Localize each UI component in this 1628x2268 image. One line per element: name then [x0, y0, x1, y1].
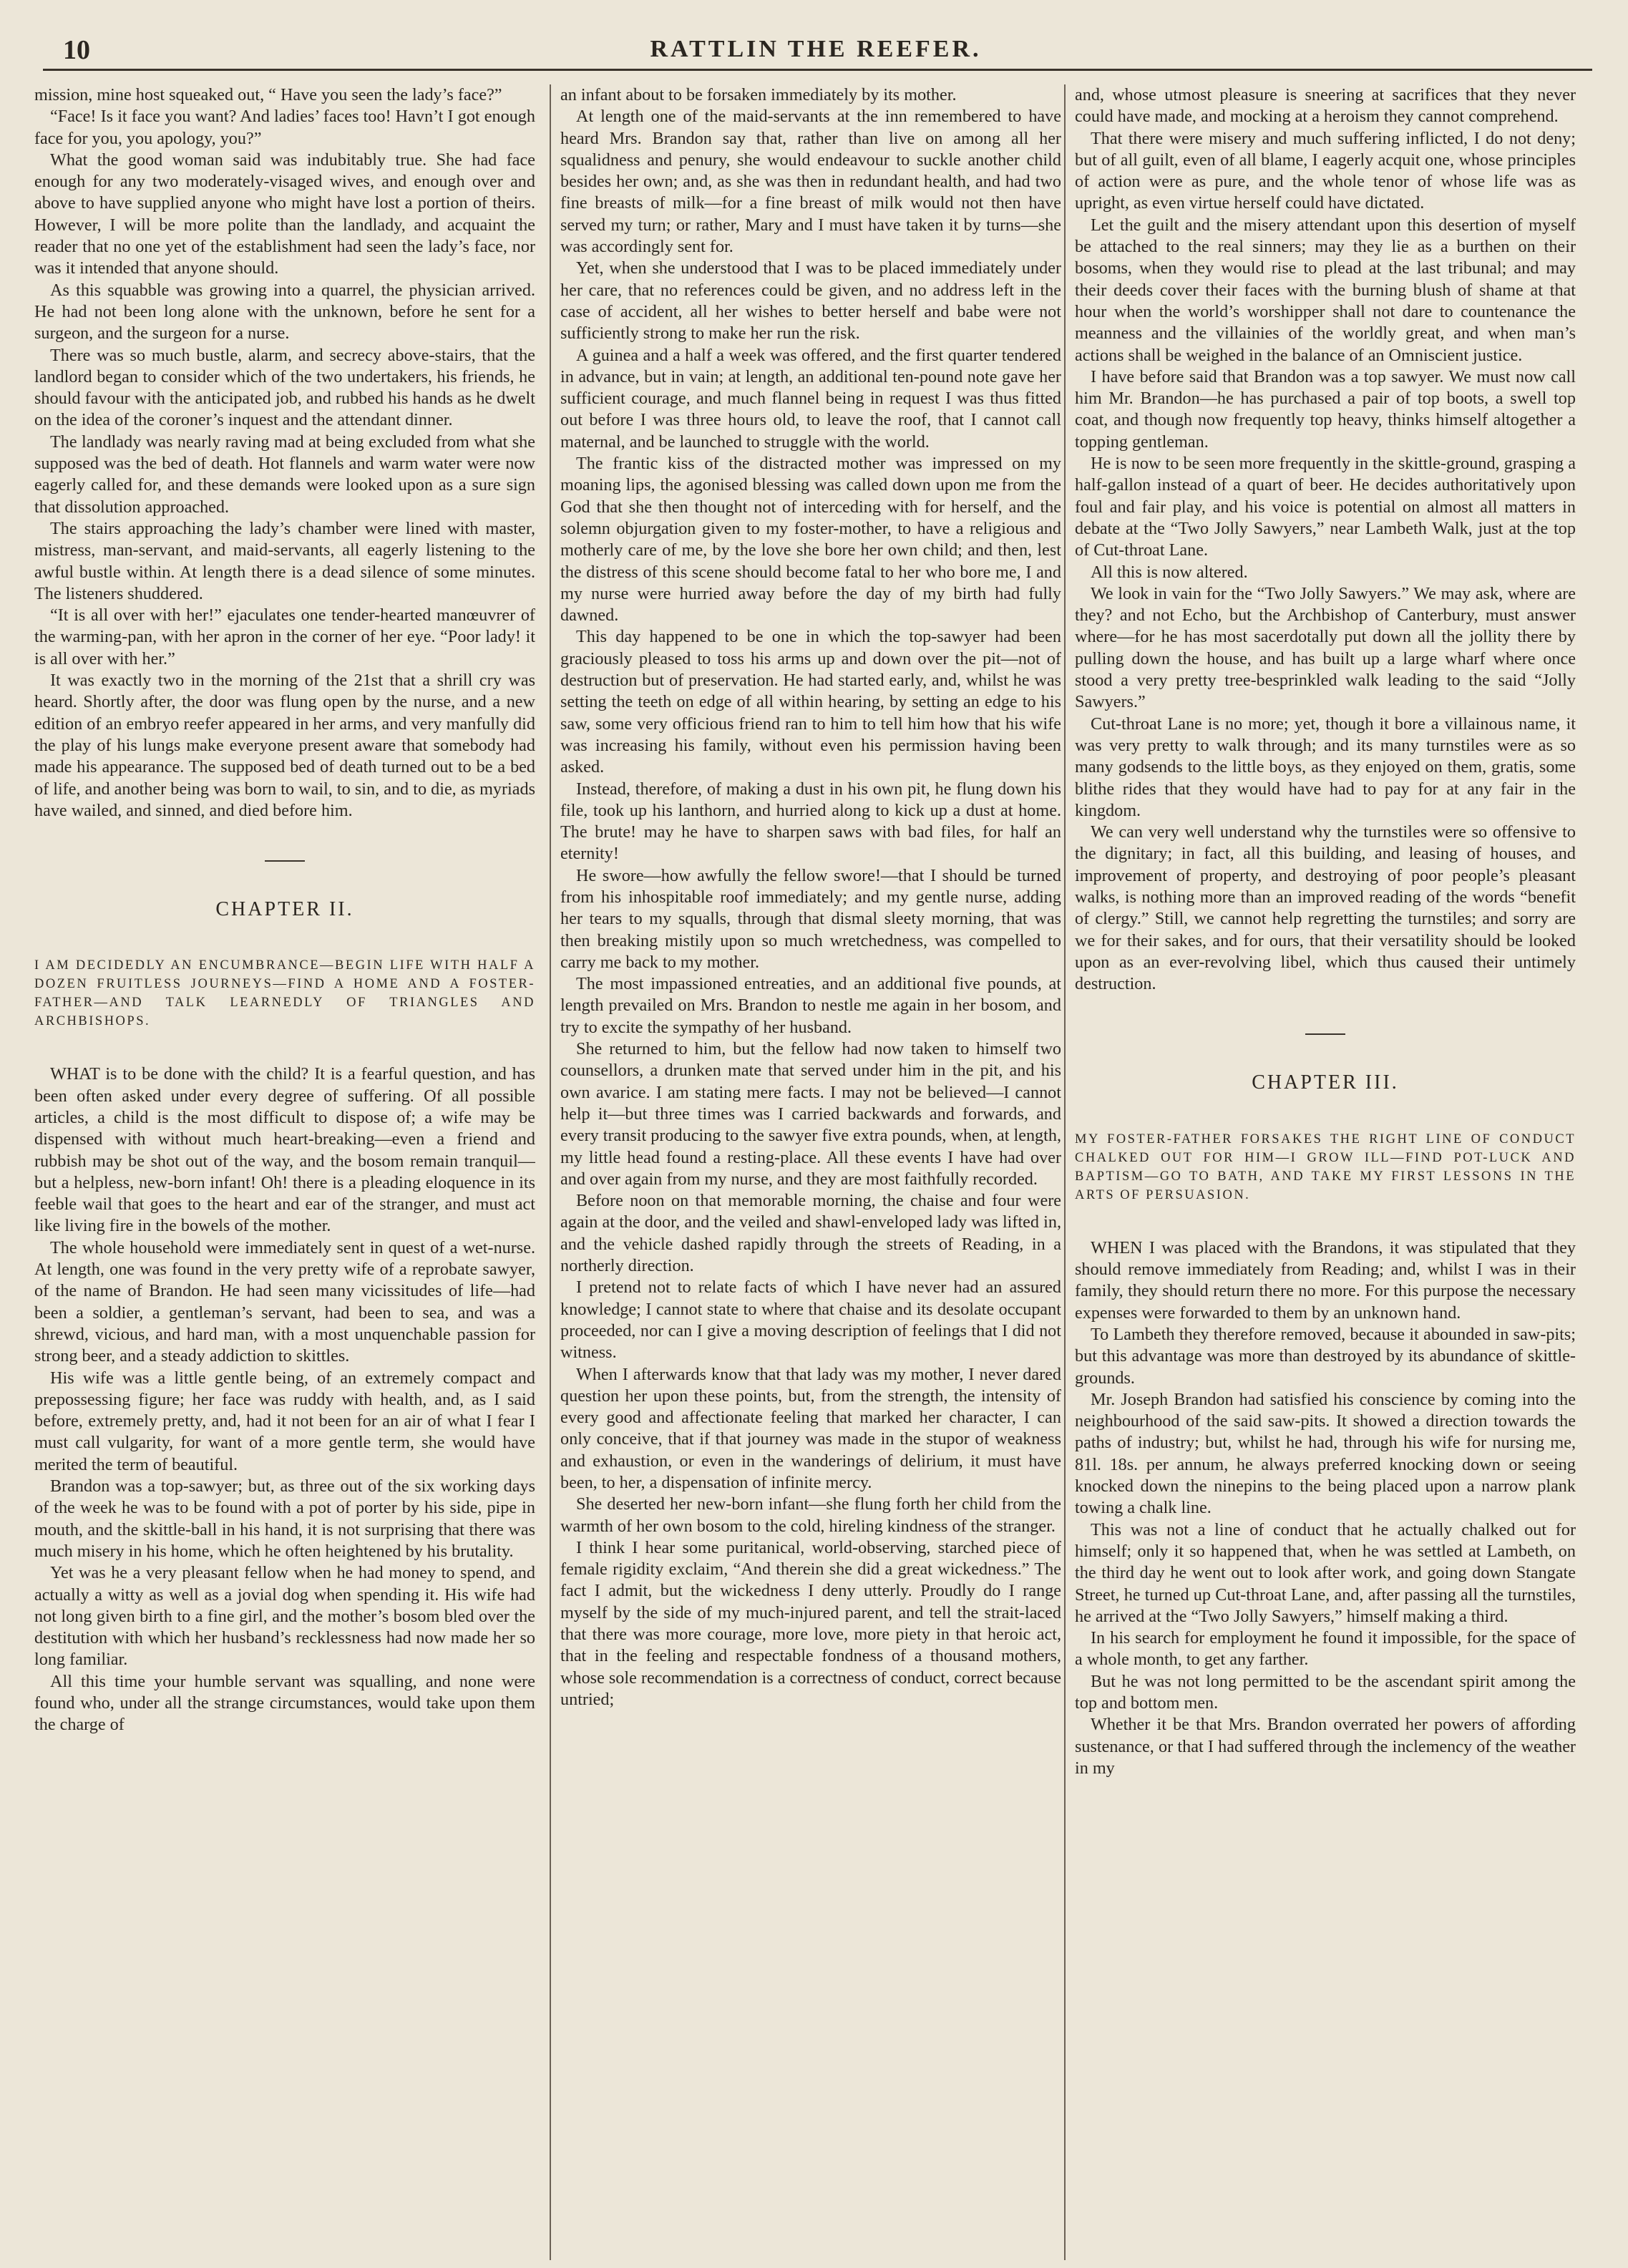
paragraph: As this squabble was growing into a quarrel, the physician arrived. He had not been long alone with the unknown, before he sent for a surgeon, and the surgeon for a nurse.: [34, 280, 535, 344]
column-2: [560, 84, 1061, 2260]
chapter-synopsis: I AM DECIDEDLY AN ENCUMBRANCE—BEGIN LIFE WITH HALF A DOZEN FRUITLESS JOURNEYS—FIND A HOME AND A FOSTER-FATHER—AND TALK LEARNEDLY OF TRIANGLES AND ARCHBISHOPS.: [34, 958, 535, 1029]
paragraph: Yet, when she understood that I was to be placed immediately under her care, that no references could be given, and no address left in the case of accident, all her wishes to better herself and babe were not sufficiently strong to make her run the risk.: [560, 258, 1061, 344]
paragraph: and, whose utmost pleasure is sneering at sacrifices that they never could have made, and mocking at a heroism they cannot comprehend.: [1075, 85, 1576, 127]
paragraph: When I afterwards know that that lady was my mother, I never dared question her upon these points, but, from the strength, the intensity of every good and affectionate feeling that marked her character, I can only conceive, that if that journey was made in the stupor of weakness and exhaustion, or even in the wanderings of delirium, it must have been, to her, a dispensation of infinite mercy.: [560, 1364, 1061, 1492]
paragraph: The whole household were immediately sent in quest of a wet-nurse. At length, one was found in the very pretty wife of a reprobate sawyer, of the name of Brandon. He had seen many vicissitudes of life—had been a soldier, a gentleman’s servant, had been to sea, and was a shrewd, vicious, and hard man, with a most unquenchable passion for strong beer, and a steady addiction to skittles.: [34, 1237, 535, 1366]
paragraph: Mr. Joseph Brandon had satisfied his conscience by coming into the neighbourhood of the said saw-pits. It showed a direction towards the paths of industry; but, whilst he had, through his wife for nursing me, 81l. 18s. per annum, he always preferred knocking down or seeing knocked down the ninepins to the being placed upon a narrow plank towing a chalk line.: [1075, 1389, 1576, 1518]
paragraph: Cut-throat Lane is no more; yet, though it bore a villainous name, it was very pretty to walk through; and its many turnstiles were as so many godsends to the little boys, as they enjoyed on them, gratis, some blithe rides that they would have had to pay for at any fair in the kingdom.: [1075, 714, 1576, 820]
paragraph: Before noon on that memorable morning, the chaise and four were again at the door, and the veiled and shawl-enveloped lady was lifted in, and the vehicle dashed rapidly through the streets of Reading, in a northerly direction.: [560, 1191, 1061, 1276]
paragraph: She returned to him, but the fellow had now taken to himself two counsellors, a drunken mate that served under him in the pit, and his own avarice. I am stating mere facts. I may not be believed—I cannot help it—but three times was I carried backwards and forwards, and every transit producing to the sawyer five extra pounds, when, at length, my little head found a resting-place. All these events I have had over and over again from my nurse, and they are most faithfully recorded.: [560, 1039, 1061, 1189]
paragraph: He swore—how awfully the fellow swore!—that I should be turned from his inhospitable roof immediately; and my gentle nurse, adding her tears to my squalls, through that dismal sleety morning, that was then breaking mistily upon so much wretchedness, was compelled to carry me back to my mother.: [560, 865, 1061, 972]
paragraph: “Face! Is it face you want? And ladies’ faces too! Havn’t I got enough face for you, you apology, you?”: [34, 107, 535, 148]
paragraph: But he was not long permitted to be the ascendant spirit among the top and bottom men.: [1075, 1671, 1576, 1713]
column-1: [34, 84, 535, 2260]
paragraph: WHEN I was placed with the Brandons, it was stipulated that they should remove immediately from Reading; and, whilst I was in their family, they should return there no more. For this purpose the necessary expenses were forwarded to them by an unknown hand.: [1075, 1237, 1576, 1323]
paragraph: To Lambeth they therefore removed, because it abounded in saw-pits; but this advantage was more than destroyed by its abundance of skittle-grounds.: [1075, 1324, 1576, 1388]
column-separator: [550, 84, 551, 2260]
paragraph: This was not a line of conduct that he actually chalked out for himself; only it so happened that, when he was settled at Lambeth, on the third day he went out to look after work, and going down Stangate Street, he turned up Cut-throat Lane, and, after passing all the turnstiles, he arrived at the “Two Jolly Sawyers,” himself making a third.: [1075, 1519, 1576, 1626]
paragraph: What the good woman said was indubitably true. She had face enough for any two moderately-visaged wives, and enough over and above to have supplied anyone who might have lost a portion of theirs. However, I will be more polite than the landlady, and acquaint the reader that no one yet of the establishment had seen the lady’s face, nor was it intended that anyone should.: [34, 150, 535, 278]
paragraph: Whether it be that Mrs. Brandon overrated her powers of affording sustenance, or that I had suffered through the inclemency of the weather in my: [1075, 1715, 1576, 1778]
paragraph: At length one of the maid-servants at the inn remembered to have heard Mrs. Brandon say that, rather than live on among all her squalidness and penury, she would endeavour to suckle another child besides her own; and, as she was then in redundant health, and had two fine breasts of milk—for a fine breast of milk would not then have served my turn; or rather, Mary and I must have taken it by turns—she was accordingly sent for.: [560, 107, 1061, 257]
paragraph: The landlady was nearly raving mad at being excluded from what she supposed was the bed of death. Hot flannels and warm water were now eagerly called for, and these demands were looked upon as a sure sign that dissolution approached.: [34, 432, 535, 517]
paragraph: This day happened to be one in which the top-sawyer had been graciously pleased to toss his arms up and down over the pit—not of destruction but of preservation. He had started early, and, whilst he was setting the teeth on edge of all within hearing, by setting an edge to his saw, some very officious friend ran to him to tell him how that his wife was increasing his family, without even his permission having been asked.: [560, 627, 1061, 777]
paragraph: He is now to be seen more frequently in the skittle-ground, grasping a half-gallon instead of a quart of beer. He decides authoritatively upon foul and fair play, and his voice is potential on almost all matters in debate at the “Two Jolly Sawyers,” near Lambeth Walk, just at the top of Cut-throat Lane.: [1075, 454, 1576, 560]
paragraph: mission, mine host squeaked out, “ Have you seen the lady’s face?”: [34, 85, 502, 104]
header-rule: [43, 69, 1592, 71]
paragraph: “It is all over with her!” ejaculates one tender-hearted manœuvrer of the warming-pan, with her apron in the corner of her eye. “Poor lady! it is all over with her.”: [34, 605, 535, 668]
paragraph: WHAT is to be done with the child? It is a fearful question, and has been often asked under every degree of suffering. Of all possible articles, a child is the most difficult to dispose of; a wife may be dispensed with without much heart-breaking—even a friend and rubbish may be shot out of the way, and the bosom remain tranquil—but a helpless, new-born infant! Oh! there is a pleading eloquence in its feeble wail that goes to the heart and ear of the stranger, and must act like living fire in the bowels of the mother.: [34, 1064, 535, 1236]
section-divider: [265, 860, 305, 862]
paragraph: His wife was a little gentle being, of an extremely compact and prepossessing figure; her face was ruddy with health, and, as I said before, extremely pretty, and, had it not been for an air of what I fear I must call vulgarity, for want of a more gentle term, she would have merited the term of beautiful.: [34, 1368, 535, 1474]
paragraph: In his search for employment he found it impossible, for the space of a whole month, to get any farther.: [1075, 1628, 1576, 1670]
paragraph: Instead, therefore, of making a dust in his own pit, he flung down his file, took up his lanthorn, and hurried along to kick up a dust at home. The brute! may he have to sharpen saws with bad files, for half an eternity!: [560, 779, 1061, 864]
section-divider: [1305, 1033, 1345, 1035]
paragraph: I think I hear some puritanical, world-observing, starched piece of female rigidity exclaim, “And therein she did a great wickedness.” The fact I admit, but the wickedness I deny utterly. Proudly do I range myself by the side of my much-injured parent, and tell the strait-laced that there was more courage, more love, more piety in that heroic act, that in the feeling and respectable fondness of a thousand mothers, whose sole recommendation is a correctness of conduct, correct because untried;: [560, 1537, 1061, 1709]
chapter-synopsis: MY FOSTER-FATHER FORSAKES THE RIGHT LINE OF CONDUCT CHALKED OUT FOR HIM—I GROW ILL—FIND POT-LUCK AND BAPTISM—GO TO BATH, AND TAKE MY FIRST LESSONS IN THE ARTS OF PERSUASION.: [1075, 1131, 1576, 1202]
paragraph: The frantic kiss of the distracted mother was impressed on my moaning lips, the agonised blessing was called down upon me from the God that she then thought not of interceding with for herself, and the solemn objurgation given to my foster-mother, to have a religious and motherly care of me, by the love she bore her own child; and then, lest the distress of this scene should become fatal to her who bore me, I and my nurse were hurried away before the day of my birth had fully dawned.: [560, 454, 1061, 626]
chapter-heading: CHAPTER II.: [215, 898, 354, 921]
paragraph: The stairs approaching the lady’s chamber were lined with master, mistress, man-servant, and maid-servants, all eagerly listening to the awful bustle within. At length there is a dead silence of some minutes. The listeners shuddered.: [34, 518, 535, 603]
paragraph: I pretend not to relate facts of which I have never had an assured knowledge; I cannot state to where that chaise and its desolate occupant proceeded, nor can I give a moving description of feelings that I did not witness.: [560, 1277, 1061, 1363]
paragraph: Yet was he a very pleasant fellow when he had money to spend, and actually a witty as well as a jovial dog when spending it. His wife had not long given birth to a fine girl, and the mother’s bosom bled over the destitution with which her husband’s recklessness had now made her so long familiar.: [34, 1563, 535, 1670]
running-title: RATTLIN THE REEFER.: [650, 36, 982, 62]
paragraph: That there were misery and much suffering inflicted, I do not deny; but of all guilt, even of all blame, I eagerly acquit one, whose principles of action were as pure, and the whole tenor of whose life was as upright, as even virtue herself could have dictated.: [1075, 128, 1576, 213]
paragraph: Brandon was a top-sawyer; but, as three out of the six working days of the week he was to be found with a pot of porter by his side, pipe in mouth, and the skittle-ball in his hand, it is not surprising that there was much misery in his home, which he often heightened by his brutality.: [34, 1476, 535, 1561]
paragraph: A guinea and a half a week was offered, and the first quarter tendered in advance, but in vain; at length, an additional ten-pound note gave her sufficient courage, and much flannel being in request I was thus fitted out before I was three hours old, to leave the roof, that I cannot call maternal, and be launched to struggle with the world.: [560, 345, 1061, 452]
page-number: 10: [63, 35, 90, 65]
page-header: [43, 27, 1589, 72]
paragraph: I have before said that Brandon was a top sawyer. We must now call him Mr. Brandon—he has purchased a pair of top boots, a swell top coat, and though now frequently top heavy, thinks himself altogether a topping gentleman.: [1075, 366, 1576, 452]
paragraph: We look in vain for the “Two Jolly Sawyers.” We may ask, where are they? and not Echo, but the Archbishop of Canterbury, must answer where—for he has most sacerdotally put down all the jollity there by pulling down the house, and has built up a large wharf where once stood a very pretty tree-besprinkled walk leading to the said “Jolly Sawyers.”: [1075, 583, 1576, 712]
paragraph: The most impassioned entreaties, and an additional five pounds, at length prevailed on Mrs. Brandon to nestle me again in her bosom, and try to excite the sympathy of her husband.: [560, 974, 1061, 1037]
paragraph: All this is now altered.: [1091, 562, 1248, 582]
column-separator: [1064, 84, 1066, 2260]
paragraph: There was so much bustle, alarm, and secrecy above-stairs, that the landlord began to consider which of the two undertakers, his friends, he should favour with the anticipated job, and rubbed his hands as he dwelt on the idea of the coroner’s inquest and the attendant dinner.: [34, 345, 535, 430]
paragraph: She deserted her new-born infant—she flung forth her child from the warmth of her own bosom to the cold, hireling kindness of the stranger.: [560, 1494, 1061, 1536]
chapter-heading: CHAPTER III.: [1252, 1071, 1399, 1094]
paragraph: All this time your humble servant was squalling, and none were found who, under all the strange circumstances, would take upon them the charge of: [34, 1671, 535, 1735]
paragraph: an infant about to be forsaken immediately by its mother.: [560, 85, 957, 104]
paragraph: It was exactly two in the morning of the 21st that a shrill cry was heard. Shortly after, the door was flung open by the nurse, and a new edition of an embryo reefer appeared in her arms, and very manfully did the play of his lungs make everyone present aware that somebody had made his appearance. The supposed bed of death turned out to be a bed of life, and another being was born to wail, to sin, and to die, as myriads have wailed, and sinned, and died before him.: [34, 671, 535, 820]
paragraph: Let the guilt and the misery attendant upon this desertion of myself be attached to the real sinners; may they lie as a burthen on their bosoms, when they would rise to plead at the last tribunal; and may their deeds cover their faces with the burning blush of shame at that hour when the world’s worshipper shall not dare to countenance the meanness and the villainies of the worldly great, and when man’s actions shall be weighed in the balance of an Omniscient justice.: [1075, 215, 1576, 365]
column-3: [1075, 84, 1576, 2260]
paragraph: We can very well understand why the turnstiles were so offensive to the dignitary; in fact, all this building, and leasing of houses, and improvement of property, and destroying of poor people’s pleasant walks, is nothing more than an improved reading of the words “benefit of clergy.” Still, we cannot help regretting the turnstiles; and sorry are we for their sakes, and for ours, that their versatility should be looked upon as an ever-revolving libel, which thus caused their untimely destruction.: [1075, 822, 1576, 994]
